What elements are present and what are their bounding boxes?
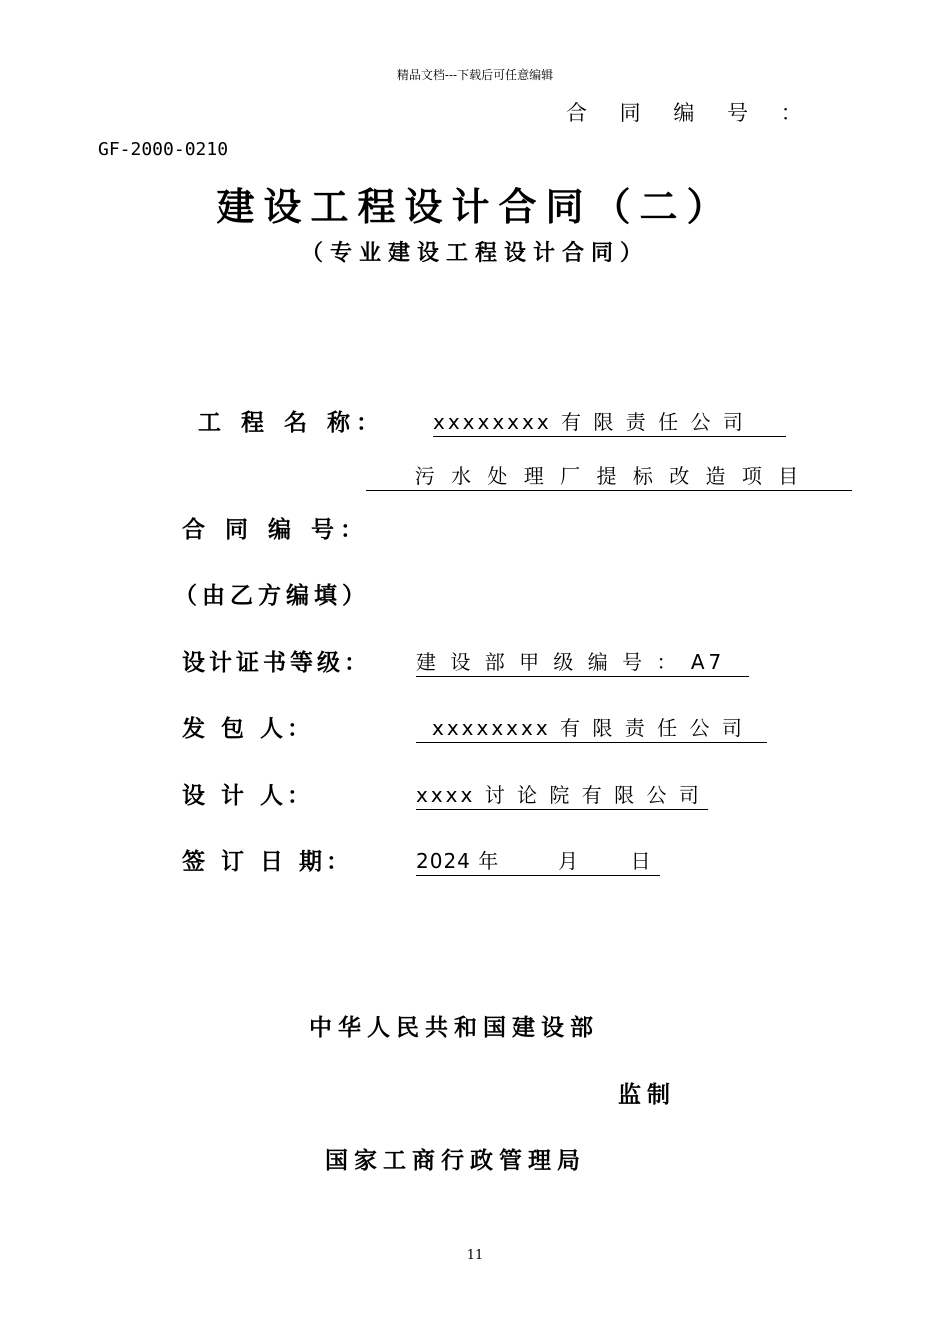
issuer-administration: 国家工商行政管理局 bbox=[325, 1148, 586, 1174]
supervised-label: 监制 bbox=[618, 1082, 676, 1108]
client-label: 发 包 人： bbox=[182, 716, 315, 742]
signing-date-label: 签 订 日 期： bbox=[182, 849, 354, 875]
project-name-value-line2: 污 水 处 理 厂 提 标 改 造 项 目 bbox=[366, 460, 852, 491]
project-name-value-line1: xxxxxxxx 有 限 责 任 公 司 bbox=[433, 406, 786, 437]
designer-value: xxxx 讨 论 院 有 限 公 司 bbox=[416, 779, 708, 810]
issuer-ministry: 中华人民共和国建设部 bbox=[309, 1015, 599, 1041]
certificate-level-label: 设计证书等级： bbox=[182, 650, 371, 676]
page-number: 11 bbox=[466, 1248, 484, 1263]
contract-number-field-label: 合 同 编 号： bbox=[182, 517, 370, 543]
project-name-label: 工 程 名 称： bbox=[198, 410, 386, 436]
contract-number-label: 合 同 编 号 ： bbox=[566, 101, 815, 125]
contract-number-note: （由乙方编填） bbox=[174, 583, 370, 609]
document-title: 建设工程设计合同（二） bbox=[216, 185, 734, 229]
certificate-level-value: 建 设 部 甲 级 编 号 ： A7 bbox=[416, 646, 749, 677]
contract-code: GF-2000-0210 bbox=[98, 139, 229, 160]
document-subtitle: （专业建设工程设计合同） bbox=[300, 241, 649, 266]
signing-date-value: 2024 年 月 日 bbox=[416, 845, 660, 876]
header-note: 精品文档---下载后可任意编辑 bbox=[396, 68, 554, 82]
client-value: xxxxxxxx 有 限 责 任 公 司 bbox=[416, 712, 767, 743]
designer-label: 设 计 人： bbox=[182, 783, 315, 809]
